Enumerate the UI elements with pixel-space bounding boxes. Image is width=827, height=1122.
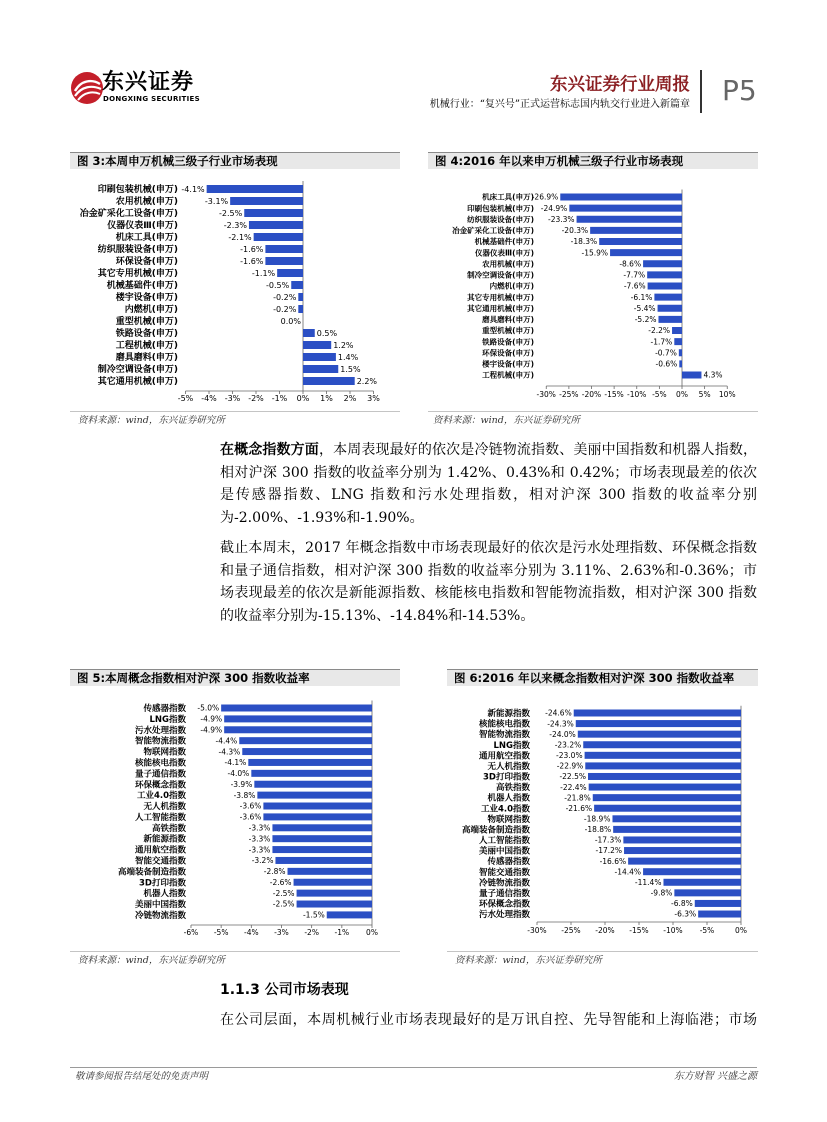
bar <box>221 705 372 712</box>
data-label: -0.7% <box>655 348 677 358</box>
data-label: -0.6% <box>655 359 678 369</box>
data-label: -5.0% <box>197 703 220 713</box>
category-label: 人工智能指数 <box>134 812 186 823</box>
bar <box>577 216 682 223</box>
data-label: -4.3% <box>218 747 241 757</box>
data-label: -26.9% <box>531 192 559 202</box>
data-label: -17.2% <box>595 846 623 856</box>
category-label: 内燃机(申万) <box>489 281 534 291</box>
category-label: 环保概念指数 <box>478 899 530 910</box>
bar <box>303 377 355 385</box>
bar <box>291 281 303 289</box>
category-label: 新能源指数 <box>143 834 186 845</box>
data-label: -1.1% <box>251 268 276 278</box>
category-label: 重型机械(申万) <box>115 317 178 328</box>
data-label: -17.3% <box>594 835 622 845</box>
data-label: -1.6% <box>240 244 264 254</box>
category-label: 内燃机(申万) <box>124 305 178 316</box>
category-label: 高端装备制造指数 <box>461 825 530 836</box>
bar <box>585 762 741 769</box>
category-label: 环保设备(申万) <box>482 348 534 358</box>
category-label: 核能核电指数 <box>478 719 530 730</box>
data-label: -2.5% <box>219 208 243 218</box>
bar <box>277 269 303 277</box>
figure-3-source: 资料来源：wind，东兴证券研究所 <box>70 411 400 429</box>
category-label: 工程机械(申万) <box>482 370 534 380</box>
category-label: 冷链物流指数 <box>134 910 186 921</box>
x-tick-label: -4% <box>244 928 259 937</box>
data-label: -5.4% <box>633 303 656 313</box>
bar <box>207 185 303 193</box>
category-label: 机床工具(申万) <box>482 192 534 202</box>
figure-4-chart <box>428 169 758 410</box>
category-label: 高铁指数 <box>151 823 186 834</box>
x-tick-label: 0% <box>735 926 747 935</box>
category-label: 其它专用机械(申万) <box>467 292 534 302</box>
category-label: 智能交通指数 <box>134 856 186 867</box>
bar <box>623 836 741 843</box>
category-label: 纺织服装设备(申万) <box>97 245 178 256</box>
bar <box>613 826 741 833</box>
data-label: -6.3% <box>674 909 697 919</box>
x-tick-label: -25% <box>559 390 579 399</box>
data-label: -7.6% <box>623 281 646 291</box>
x-tick-label: -2% <box>304 928 319 937</box>
data-label: -18.9% <box>583 814 611 824</box>
logo-name-cn: 东兴证券 <box>102 70 195 95</box>
bar <box>263 803 372 810</box>
data-label: -22.5% <box>559 772 586 782</box>
bar <box>239 737 372 744</box>
x-tick-label: -25% <box>561 926 581 935</box>
category-label: 无人机指数 <box>487 761 530 772</box>
data-label: -22.4% <box>560 782 587 792</box>
category-label: 铁路设备(申万) <box>482 337 534 347</box>
company-logo-icon <box>70 71 104 105</box>
data-label: -24.9% <box>540 203 568 213</box>
data-label: -6.1% <box>630 292 653 302</box>
category-label: 印刷包装机械(申万) <box>467 203 534 213</box>
x-tick-label: -5% <box>177 394 194 403</box>
data-label: -20.3% <box>561 226 589 236</box>
data-label: -3.9% <box>230 779 253 789</box>
bar <box>298 305 303 313</box>
paragraph-text: ，本周表现最好的依次是冷链物流指数、美丽中国指数和机器人指数，相对沪深 300 指数的收益率分别为 1.42%、0.43%和 0.42%；市场表现最差的依次是传感器指数、LNG 指数和污水处理指数，相对沪深 300 指数的收益率分别为-2.00%、-1.93%和-1.90%。 <box>220 442 758 526</box>
x-tick-label: -5% <box>213 928 229 937</box>
data-label: -3.3% <box>248 845 271 855</box>
x-tick-label: 0% <box>676 390 688 399</box>
footer-divider <box>70 1067 757 1068</box>
bar <box>263 813 372 820</box>
data-label: -1.7% <box>650 337 673 347</box>
figure-5-title: 图 5:本周概念指数相对沪深 300 指数收益率 <box>70 669 400 686</box>
logo-name-en: DONGXING SECURITIES <box>103 95 200 103</box>
data-label: -14.4% <box>614 867 642 877</box>
bar <box>643 868 741 875</box>
category-label: 工业4.0指数 <box>136 791 186 802</box>
category-label: 核能核电指数 <box>134 758 186 769</box>
x-tick-label: 2% <box>343 394 357 403</box>
bar <box>265 245 303 253</box>
x-tick-label: -10% <box>627 390 647 399</box>
category-label: LNG指数 <box>493 740 530 751</box>
figure-3-chart <box>70 169 400 410</box>
category-label: 机器人指数 <box>143 889 186 900</box>
data-label: -2.5% <box>272 899 295 909</box>
data-label: -2.5% <box>272 888 295 898</box>
data-label: -23.3% <box>548 214 575 224</box>
category-label: 智能物流指数 <box>478 730 530 741</box>
data-label: -4.4% <box>215 736 238 746</box>
category-label: 量子通信指数 <box>134 769 186 780</box>
category-label: 传感器指数 <box>487 857 530 868</box>
category-label: LNG指数 <box>149 714 186 725</box>
category-label: 新能源指数 <box>487 709 530 720</box>
x-tick-label: 10% <box>718 390 736 399</box>
x-tick-label: -20% <box>595 926 615 935</box>
category-label: 美丽中国指数 <box>478 846 530 857</box>
paragraph-concept-index-weekly <box>220 439 757 529</box>
x-tick-label: 0% <box>366 928 378 937</box>
figure-6-chart <box>447 686 758 948</box>
bar <box>298 293 303 301</box>
figure-6-source: 资料来源：wind，东兴证券研究所 <box>447 951 758 969</box>
report-subtitle: 机械行业：“复兴号”正式运营标志国内轨交行业进入新篇章 <box>429 99 690 110</box>
bar <box>327 911 372 918</box>
bar <box>574 710 741 717</box>
data-label: -9.8% <box>650 888 673 898</box>
data-label: -3.2% <box>251 856 274 866</box>
data-label: -4.1% <box>181 184 205 194</box>
bar <box>589 784 741 791</box>
figure-6-title: 图 6:2016 年以来概念指数相对沪深 300 指数收益率 <box>447 669 758 686</box>
data-label: -24.6% <box>545 708 572 718</box>
x-tick-label: -10% <box>663 926 683 935</box>
data-label: -0.2% <box>273 292 297 302</box>
figure-5-chart <box>70 686 400 948</box>
bar <box>679 360 682 367</box>
category-label: 智能物流指数 <box>134 736 186 747</box>
bar <box>663 879 741 886</box>
data-label: -24.0% <box>549 729 576 739</box>
category-label: 冶金矿采化工设备(申万) <box>452 226 534 236</box>
category-label: 制冷空调设备(申万) <box>97 365 178 376</box>
x-tick-label: -6% <box>183 928 199 937</box>
bar <box>624 847 741 854</box>
figure-5-source: 资料来源：wind，东兴证券研究所 <box>70 951 400 969</box>
x-tick-label: -30% <box>527 926 547 935</box>
bar <box>583 741 741 748</box>
x-tick-label: 3% <box>367 394 380 403</box>
bar <box>297 890 372 897</box>
data-label: 4.3% <box>703 370 723 380</box>
data-label: -18.3% <box>570 237 598 247</box>
bar <box>628 858 741 865</box>
data-label: -4.1% <box>224 758 247 768</box>
data-label: -3.3% <box>248 834 271 844</box>
bar <box>569 205 682 212</box>
category-label: 通用航空指数 <box>134 845 186 856</box>
bar <box>590 227 682 234</box>
bar <box>297 901 372 908</box>
bar <box>610 249 682 256</box>
bar <box>612 815 741 822</box>
bar <box>230 197 303 205</box>
category-label: 机器人指数 <box>487 793 530 804</box>
page-number: P5 <box>722 74 757 107</box>
x-tick-label: -15% <box>604 390 624 399</box>
data-label: -2.8% <box>263 867 286 877</box>
data-label: 0.0% <box>280 316 301 326</box>
bar <box>593 794 741 801</box>
bar <box>588 773 741 780</box>
category-label: 3D打印指数 <box>483 772 530 783</box>
category-label: 工业4.0指数 <box>480 804 530 815</box>
data-label: -3.3% <box>248 823 271 833</box>
bar <box>294 879 372 886</box>
x-tick-label: -2% <box>248 394 264 403</box>
bar <box>594 805 741 812</box>
bar <box>560 194 682 201</box>
data-label: 1.4% <box>337 352 359 362</box>
category-label: 污水处理指数 <box>134 725 186 736</box>
category-label: 纺织服装设备(申万) <box>467 214 534 224</box>
bar <box>251 770 372 777</box>
data-label: -24.3% <box>547 719 574 729</box>
data-label: 1.5% <box>340 364 361 374</box>
data-label: -2.2% <box>648 326 671 336</box>
data-label: -2.3% <box>223 220 247 230</box>
bar <box>303 329 315 337</box>
bar <box>658 316 682 323</box>
figure-4-source: 资料来源：wind，东兴证券研究所 <box>428 411 758 429</box>
bar <box>254 781 372 788</box>
bar <box>249 221 303 229</box>
bar <box>578 731 741 738</box>
bar <box>272 835 372 842</box>
data-label: -1.6% <box>240 256 264 266</box>
category-label: 其它通用机械(申万) <box>467 303 534 313</box>
category-label: 环保设备(申万) <box>115 257 178 268</box>
category-label: 工程机械(申万) <box>115 341 178 352</box>
category-label: 印刷包装机械(申万) <box>97 185 178 196</box>
data-label: -1.5% <box>302 910 325 920</box>
bar <box>643 260 682 267</box>
category-label: 磨具磨料(申万) <box>115 353 178 364</box>
x-tick-label: -20% <box>581 390 602 399</box>
data-label: -21.6% <box>565 803 593 813</box>
category-label: 仪器仪表Ⅲ(申万) <box>475 248 534 258</box>
bar <box>224 726 372 733</box>
report-title: 东兴证券行业周报 <box>550 75 690 95</box>
bar <box>648 283 682 290</box>
footer-disclaimer: 敬请参阅报告结尾处的免责声明 <box>75 1071 209 1082</box>
data-label: -0.2% <box>273 304 297 314</box>
bar <box>248 759 372 766</box>
data-label: -2.1% <box>228 232 252 242</box>
data-label: -6.8% <box>670 899 693 909</box>
data-label: -3.6% <box>239 801 262 811</box>
category-label: 污水处理指数 <box>478 910 530 921</box>
data-label: -22.9% <box>556 761 584 771</box>
category-label: 机床工具(申万) <box>115 233 178 244</box>
bar <box>303 353 336 361</box>
data-label: 1.2% <box>333 340 354 350</box>
data-label: -23.0% <box>556 751 583 761</box>
category-label: 仪器仪表Ⅲ(申万) <box>107 221 178 232</box>
bar <box>272 824 372 831</box>
data-label: -4.0% <box>227 769 250 779</box>
category-label: 传感器指数 <box>143 704 186 715</box>
category-label: 农用机械(申万) <box>482 259 534 269</box>
data-label: -5.2% <box>634 315 657 325</box>
bar <box>224 715 372 722</box>
bar <box>672 327 682 334</box>
bar <box>658 305 682 312</box>
category-label: 通用航空指数 <box>478 751 530 762</box>
bar <box>303 341 331 349</box>
data-label: -3.6% <box>239 812 262 822</box>
bar <box>695 900 741 907</box>
category-label: 冶金矿采化工设备(申万) <box>79 209 178 220</box>
category-label: 美丽中国指数 <box>134 900 186 911</box>
bar <box>257 792 372 799</box>
category-label: 物联网指数 <box>143 747 186 758</box>
category-label: 铁路设备(申万) <box>115 329 178 340</box>
x-tick-label: -1% <box>271 394 288 403</box>
x-tick-label: -5% <box>699 926 715 935</box>
data-label: -2.6% <box>269 877 292 887</box>
bar <box>265 257 303 265</box>
category-label: 其它通用机械(申万) <box>97 377 178 388</box>
bar <box>585 752 741 759</box>
category-label: 磨具磨料(申万) <box>482 315 534 325</box>
category-label: 机械基础件(申万) <box>474 237 534 247</box>
data-label: -3.8% <box>233 790 256 800</box>
figure-4-title: 图 4:2016 年以来申万机械三级子行业市场表现 <box>428 152 758 169</box>
x-tick-label: -3% <box>224 394 241 403</box>
bar <box>682 372 701 379</box>
x-tick-label: -5% <box>652 390 667 399</box>
data-label: -23.2% <box>554 740 582 750</box>
data-label: 2.2% <box>356 376 378 386</box>
x-tick-label: -4% <box>201 394 217 403</box>
category-label: 3D打印指数 <box>139 878 186 889</box>
data-label: -3.1% <box>204 196 229 206</box>
data-label: -16.6% <box>599 856 627 866</box>
category-label: 楼宇设备(申万) <box>482 359 534 369</box>
category-label: 物联网指数 <box>487 814 530 825</box>
category-label: 环保概念指数 <box>134 780 186 791</box>
footer-slogan: 东方财智 兴盛之源 <box>673 1071 757 1082</box>
category-label: 其它专用机械(申万) <box>97 269 178 280</box>
bar <box>679 349 682 356</box>
bar <box>288 868 372 875</box>
figure-3-title: 图 3:本周申万机械三级子行业市场表现 <box>70 152 400 169</box>
category-label: 无人机指数 <box>143 802 186 813</box>
category-label: 高端装备制造指数 <box>117 867 186 878</box>
bar <box>272 846 372 853</box>
bar <box>242 748 372 755</box>
category-label: 冷链物流指数 <box>478 878 530 889</box>
data-label: -0.5% <box>266 280 290 290</box>
x-tick-label: -3% <box>274 928 289 937</box>
bar <box>576 720 741 727</box>
data-label: -7.7% <box>623 270 646 280</box>
paragraph-lead: 在概念指数方面 <box>220 442 319 458</box>
bar <box>244 209 303 217</box>
data-label: -4.9% <box>200 725 223 735</box>
section-heading: 1.1.3 公司市场表现 <box>220 982 349 998</box>
category-label: 机械基础件(申万) <box>106 281 178 292</box>
paragraph-company-performance: 在公司层面，本周机械行业市场表现最好的是万讯自控、先导智能和上海临港；市场 <box>220 1012 757 1028</box>
bar <box>303 365 338 373</box>
x-tick-label: 0% <box>296 394 310 403</box>
data-label: -21.8% <box>564 793 591 803</box>
category-label: 农用机械(申万) <box>115 197 178 208</box>
category-label: 楼宇设备(申万) <box>115 293 178 304</box>
x-tick-label: 5% <box>698 390 711 399</box>
bar <box>599 238 682 245</box>
bar <box>674 889 741 896</box>
data-label: -4.9% <box>200 714 223 724</box>
category-label: 制冷空调设备(申万) <box>467 270 534 280</box>
bar <box>647 271 682 278</box>
category-label: 量子通信指数 <box>478 888 530 899</box>
bar <box>275 857 372 864</box>
category-label: 高铁指数 <box>495 783 530 794</box>
bar <box>654 294 682 301</box>
category-label: 智能交通指数 <box>478 867 530 878</box>
data-label: 0.5% <box>316 328 338 338</box>
x-tick-label: 1% <box>320 394 333 403</box>
data-label: -18.8% <box>584 825 612 835</box>
data-label: -11.4% <box>634 877 662 887</box>
x-tick-label: -15% <box>629 926 649 935</box>
bar <box>674 338 682 345</box>
x-tick-label: -1% <box>334 928 350 937</box>
paragraph-concept-index-ytd: 截止本周末，2017 年概念指数中市场表现最好的依次是污水处理指数、环保概念指数和量子通信指数，相对沪深 300 指数的收益率分别为 3.11%、2.63%和-0.36%；市场表现最差的依次是新能源指数、核能核电指数和智能物流指数，相对沪深 300 指数的收益率分别为-15.13%、-14.84%和-14.53%。 <box>220 540 757 624</box>
x-tick-label: -30% <box>536 390 556 399</box>
category-label: 重型机械(申万) <box>482 326 534 336</box>
category-label: 人工智能指数 <box>478 836 530 847</box>
bar <box>254 233 303 241</box>
data-label: -8.6% <box>619 259 642 269</box>
header-divider <box>700 70 702 113</box>
bar <box>698 911 741 918</box>
data-label: -15.9% <box>581 248 609 258</box>
